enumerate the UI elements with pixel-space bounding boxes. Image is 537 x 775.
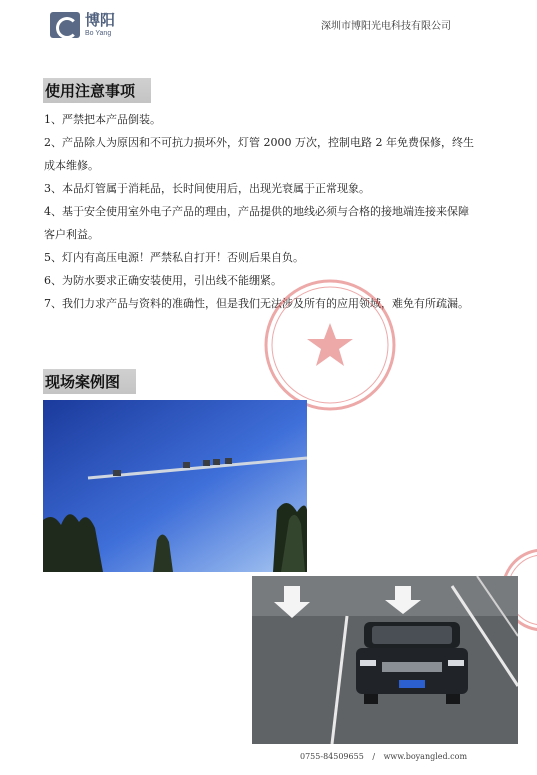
case-photo-car-capture — [252, 576, 518, 744]
logo-chinese-name: 博阳 — [85, 11, 116, 29]
company-logo — [50, 12, 115, 38]
footer-phone: 0755-84509655 — [300, 752, 364, 761]
footer-contact — [300, 752, 473, 761]
note-item: 5、灯内有高压电源！严禁私自打开！否则后果自负。 — [44, 251, 304, 264]
company-seal-stamp — [260, 275, 400, 415]
note-item: 3、本品灯管属于消耗品，长时间使用后，出现光衰属于正常现象。 — [44, 182, 370, 195]
cases-section-title: 现场案例图 — [43, 369, 136, 394]
case-photo-traffic-pole — [43, 400, 307, 572]
note-item: 7、我们力求产品与资料的准确性，但是我们无法涉及所有的应用领域，难免有所疏漏。 — [44, 297, 469, 310]
notes-list — [44, 108, 474, 315]
note-item: 2、产品除人为原因和不可抗力损坏外，灯管 2000 万次，控制电路 2 年免费保修，终生成本维修。 — [44, 136, 474, 172]
footer-website[interactable]: www.boyangled.com — [383, 752, 468, 761]
company-name: 深圳市博阳光电科技有限公司 — [321, 21, 451, 32]
note-item: 6、为防水要求正确安装使用，引出线不能绷紧。 — [44, 274, 282, 287]
note-item: 4、基于安全使用室外电子产品的理由，产品提供的地线必须与合格的接地端连接来保障客户利益。 — [44, 205, 469, 241]
logo-mark-icon — [50, 12, 80, 38]
footer-separator: / — [372, 752, 376, 761]
logo-english-name: Bo Yang — [85, 30, 112, 37]
notes-section-title: 使用注意事项 — [43, 78, 151, 103]
note-item: 1、严禁把本产品倒装。 — [44, 113, 161, 126]
